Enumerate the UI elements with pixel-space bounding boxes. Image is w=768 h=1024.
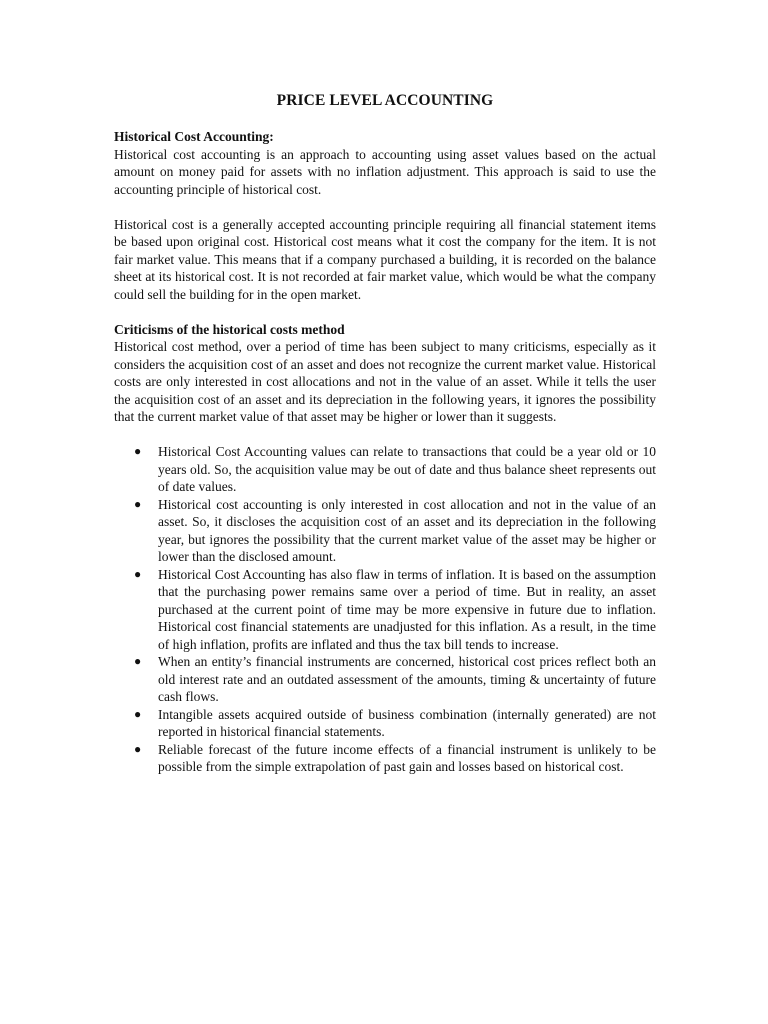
paragraph-historical-cost-principle: Historical cost is a generally accepted accounting principle requiring all financial statement items be based upon original cost. Historical cost means what it cost the company for the item. It is not fair market value. This means that if a company purchased a building, it is recorded on the balance sheet at its historical cost. It is not recorded at fair market value, which would be what the company could sell the building for in the open market. [114,216,656,302]
page-title: PRICE LEVEL ACCOUNTING [276,92,494,109]
bullet-icon: ● [134,566,142,581]
list-item-text: Historical cost accounting is only interested in cost allocation and not in the value of an asset. So, it discloses the acquisition cost of an asset and its depreciation in the following year, but ignores the possibility that the current market value of the asset may be higher or lower than the disclosed amount. [158,496,656,564]
list-item-text: Reliable forecast of the future income effects of a financial instrument is unlikely to be possible from the simple extrapolation of past gain and losses based on historical cost. [158,741,656,774]
document-page [114,92,656,776]
paragraph-criticisms: Historical cost method, over a period of time has been subject to many criticisms, especially as it considers the acquisition cost of an asset and does not recognize the current market value. Historical costs are only interested in cost allocations and not in the value of an asset. While it tells the user the acquisition cost of an asset and its depreciation in the following years, it ignores the possibility that the current market value of that asset may be higher or lower than it suggests. [114,339,656,424]
spacer [114,303,656,321]
bullet-icon: ● [134,706,142,721]
list-item [114,741,656,776]
spacer [114,426,656,444]
bullet-icon: ● [134,496,142,511]
list-item-text: Historical Cost Accounting values can relate to transactions that could be a year old or 10 years old. So, the acquisition value may be out of date and thus balance sheet represents out of date values. [158,444,656,494]
spacer [114,198,656,216]
bullet-icon: ● [134,654,142,668]
list-item [114,496,656,566]
list-item-text: When an entity’s financial instruments are concerned, historical cost prices reflect both an old interest rate and an outdated assessment of the amounts, timing & uncertainty of future cash flows. [158,654,656,704]
bullet-icon: ● [134,444,142,458]
list-item-text: Intangible assets acquired outside of business combination (internally generated) are not reported in historical financial statements. [158,706,656,739]
section-heading-historical-cost: Historical Cost Accounting: [114,129,274,144]
list-item-text: Historical Cost Accounting has also flaw in terms of inflation. It is based on the assumption that the purchasing power remains same over a period of time. But in reality, an asset purchased at the current point of time may be more expensive in future due to inflation. Historical cost financial statements are unadjusted for this inflation. As a result, in the time of high inflation, profits are inflated and thus the tax bill tends to increase. [158,566,656,652]
list-item [114,706,656,741]
criticisms-bullet-list [114,443,656,776]
list-item [114,566,656,654]
list-item [114,653,656,706]
section-heading-criticisms: Criticisms of the historical costs method [114,321,345,337]
list-item [114,443,656,496]
bullet-icon: ● [134,741,142,756]
paragraph-historical-cost-intro: Historical cost accounting is an approach to accounting using asset values based on the actual amount on money paid for assets with no inflation adjustment. This approach is said to use the accounting principle of historical cost. [114,146,656,197]
